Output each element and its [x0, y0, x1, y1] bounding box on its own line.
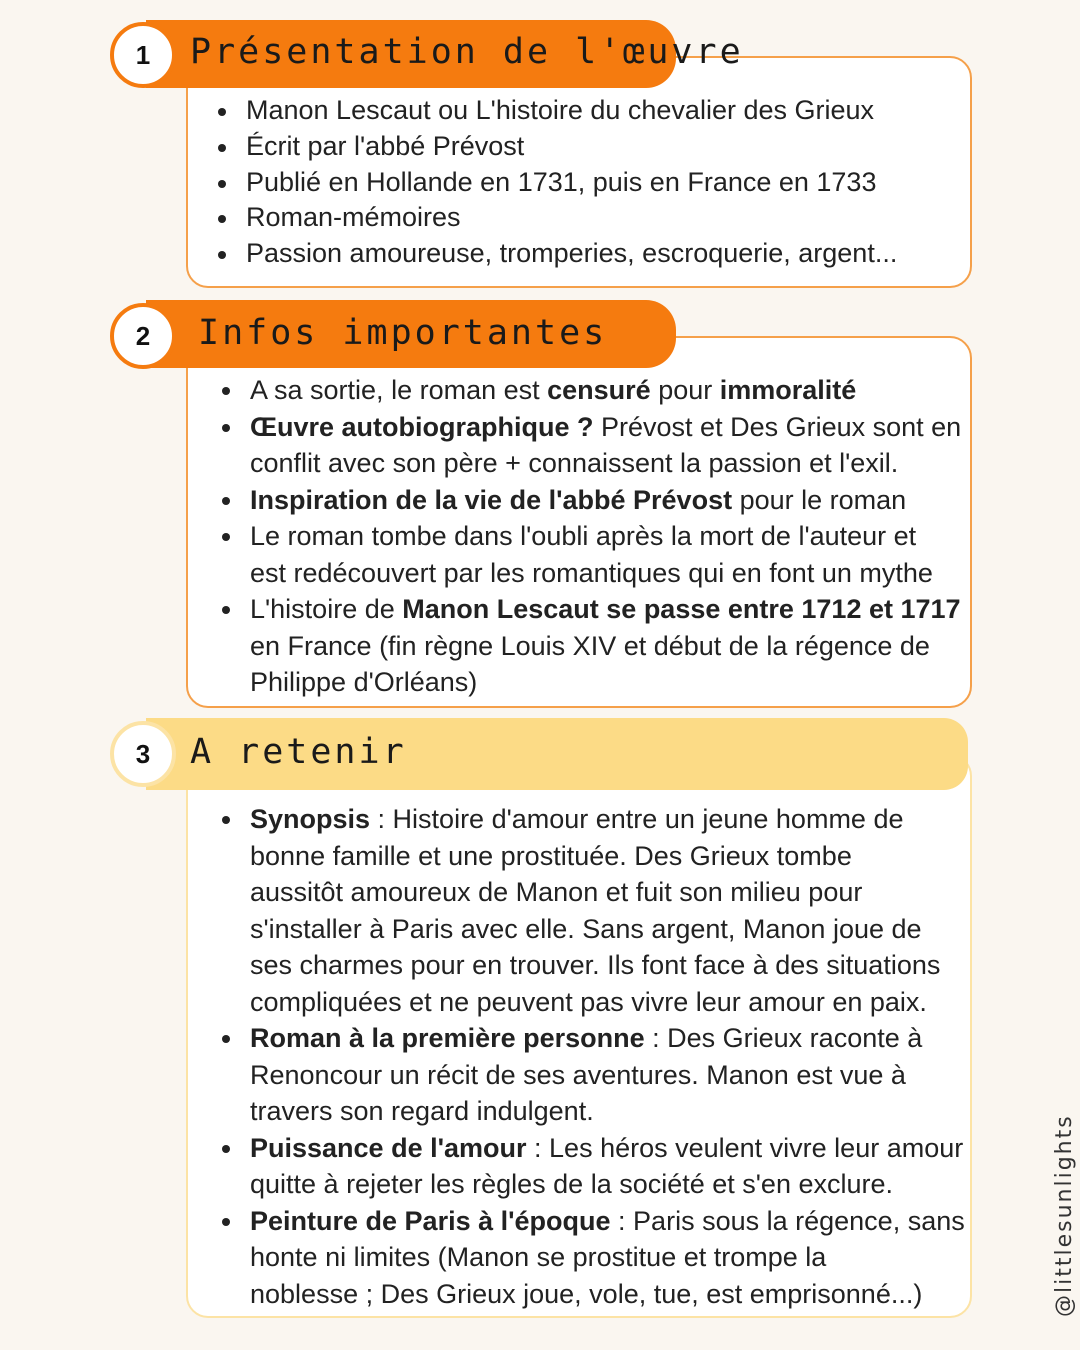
list-item: Synopsis : Histoire d'amour entre un jeune homme de bonne famille et une prostituée. Des Grieux tombe aussitôt amoureux de Manon et fuit son milieu pour s'installer à Paris avec elle. Sans argent, Manon joue de ses charmes pour en trouver. Ils font face à des situations compliquées et ne peuvent pas vivre leur amour en paix.: [222, 801, 965, 1020]
list-item: Écrit par l'abbé Prévost: [218, 129, 897, 165]
section-2-number: 2: [110, 303, 176, 369]
section-2-title: Infos importantes: [198, 313, 608, 353]
list-item: Puissance de l'amour : Les héros veulent vivre leur amour quitte à rejeter les règles de la société et s'en exclure.: [222, 1130, 965, 1203]
list-item: Roman à la première personne : Des Grieux raconte à Renoncour un récit de ses aventures. Manon est vue à travers son regard indulgent.: [222, 1020, 965, 1130]
list-item: Peinture de Paris à l'époque : Paris sous la régence, sans honte ni limites (Manon se prostitue et trompe la noblesse ; Des Grieux joue, vole, tue, est emprisonné...): [222, 1203, 965, 1313]
list-item: L'histoire de Manon Lescaut se passe entre 1712 et 1717 en France (fin règne Louis XIV et début de la régence de Philippe d'Orléans): [222, 591, 961, 701]
list-item: Publié en Hollande en 1731, puis en France en 1733: [218, 165, 897, 201]
section-1-title: Présentation de l'œuvre: [190, 32, 744, 72]
list-item: Roman-mémoires: [218, 200, 897, 236]
list-item: A sa sortie, le roman est censuré pour immoralité: [222, 372, 961, 409]
list-item: Inspiration de la vie de l'abbé Prévost pour le roman: [222, 482, 961, 519]
section-1-number: 1: [110, 22, 176, 88]
section-3-title: A retenir: [190, 732, 407, 772]
list-item: Manon Lescaut ou L'histoire du chevalier des Grieux: [218, 93, 897, 129]
section-3-number: 3: [110, 721, 176, 787]
section-2-list: [222, 372, 961, 701]
author-handle: @littlesunlights: [1052, 1114, 1077, 1317]
list-item: Passion amoureuse, tromperies, escroquerie, argent...: [218, 236, 897, 272]
section-3-list: [222, 801, 965, 1312]
list-item: Le roman tombe dans l'oubli après la mort de l'auteur et est redécouvert par les romantiques qui en font un mythe: [222, 518, 961, 591]
list-item: Œuvre autobiographique ? Prévost et Des Grieux sont en conflit avec son père + connaissent la passion et l'exil.: [222, 409, 961, 482]
section-1-list: [218, 93, 897, 272]
